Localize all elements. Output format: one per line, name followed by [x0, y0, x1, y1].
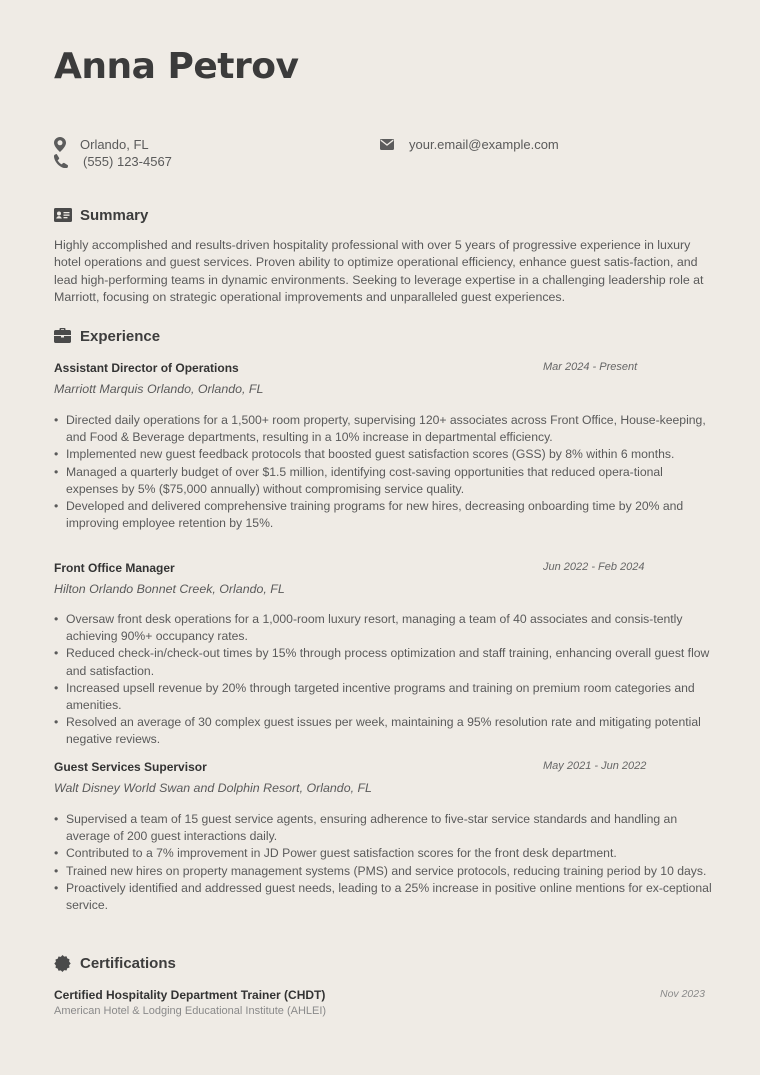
- list-item: • Proactively identified and addressed guest needs, leading to a 25% increase in positive online mentions for ex-ceptional service.: [54, 880, 714, 914]
- list-item: • Trained new hires on property management systems (PMS) and service protocols, reducing training period by 10 days.: [54, 863, 714, 880]
- job-bullets: [54, 611, 714, 749]
- certification-date: Nov 2023: [660, 988, 705, 1000]
- job-date: May 2021 - Jun 2022: [543, 760, 647, 772]
- list-item: • Resolved an average of 30 complex guest issues per week, maintaining a 95% resolution rate and mitigating potential negative reviews.: [54, 714, 714, 748]
- certifications-heading: [54, 955, 274, 975]
- job-company: Hilton Orlando Bonnet Creek, Orlando, FL: [54, 582, 285, 596]
- job-bullets: [54, 811, 714, 914]
- email-text[interactable]: your.email@example.com: [409, 137, 559, 152]
- list-item: • Developed and delivered comprehensive training programs for new hires, decreasing onboarding time by 20% and improving employee retention by 15%.: [54, 498, 714, 532]
- list-item: • Supervised a team of 15 guest service agents, ensuring adherence to five-star service standards and handling an average of 200 guest interactions daily.: [54, 811, 714, 845]
- candidate-name: Anna Petrov: [54, 46, 299, 87]
- job-title: Front Office Manager: [54, 561, 175, 575]
- job-date: Jun 2022 - Feb 2024: [543, 561, 645, 573]
- experience-heading: [54, 328, 254, 348]
- list-item: • Implemented new guest feedback protocols that boosted guest satisfaction scores (GSS) by 8% within 6 months.: [54, 446, 714, 463]
- envelope-icon: [380, 138, 394, 153]
- list-item: • Directed daily operations for a 1,500+ room property, supervising 120+ associates across Front Office, House-keeping, and Food & Beverage departments, resulting in a 10% increase in departmental efficiency.: [54, 412, 714, 446]
- list-item: • Contributed to a 7% improvement in JD Power guest satisfaction scores for the front desk department.: [54, 845, 714, 862]
- list-item: • Managed a quarterly budget of over $1.5 million, identifying cost-saving opportunities that reduced opera-tional expenses by 5% ($75,000 annually) without compromising service quality.: [54, 464, 714, 498]
- summary-text: Highly accomplished and results-driven hospitality professional with over 5 years of progressive experience in luxury hotel operations and guest services. Proven ability to optimize operational efficiency, enhance guest satis-faction, and lead high-performing teams in dynamic environments. Seeking to leverage expertise in a challenging leadership role at Marriott, focusing on strategic operational improvements and unparalleled guest experiences.: [54, 238, 704, 305]
- phone-text: (555) 123-4567: [83, 154, 172, 169]
- experience-title: Experience: [80, 328, 161, 345]
- certification-name: Certified Hospitality Department Trainer (CHDT): [54, 988, 326, 1002]
- job-title: Assistant Director of Operations: [54, 361, 239, 375]
- job-company: Walt Disney World Swan and Dolphin Resort, Orlando, FL: [54, 781, 372, 795]
- briefcase-icon: [54, 328, 71, 348]
- job-title: Guest Services Supervisor: [54, 760, 207, 774]
- badge-icon: [54, 955, 71, 977]
- contact-email: [380, 137, 680, 153]
- job-company: Marriott Marquis Orlando, Orlando, FL: [54, 382, 264, 396]
- list-item: • Oversaw front desk operations for a 1,000-room luxury resort, managing a team of 40 associates and consis-tently achieving 90%+ occupancy rates.: [54, 611, 714, 645]
- contact-location: [54, 137, 354, 153]
- summary-title: Summary: [80, 207, 149, 224]
- certifications-title: Certifications: [80, 955, 176, 972]
- job-bullets: [54, 412, 714, 532]
- certification-org: American Hotel & Lodging Educational Institute (AHLEI): [54, 1005, 327, 1017]
- list-item: • Reduced check-in/check-out times by 15% through process optimization and staff training, enhancing overall guest flow and satisfaction.: [54, 645, 714, 679]
- map-pin-icon: [54, 137, 66, 155]
- job-date: Mar 2024 - Present: [543, 361, 638, 373]
- location-text: Orlando, FL: [80, 137, 149, 152]
- list-item: • Increased upsell revenue by 20% through targeted incentive programs and training on premium room categories and amenities.: [54, 680, 714, 714]
- contact-phone: [54, 154, 354, 170]
- summary-heading: [54, 207, 254, 227]
- id-card-icon: [54, 208, 72, 227]
- phone-icon: [54, 154, 68, 171]
